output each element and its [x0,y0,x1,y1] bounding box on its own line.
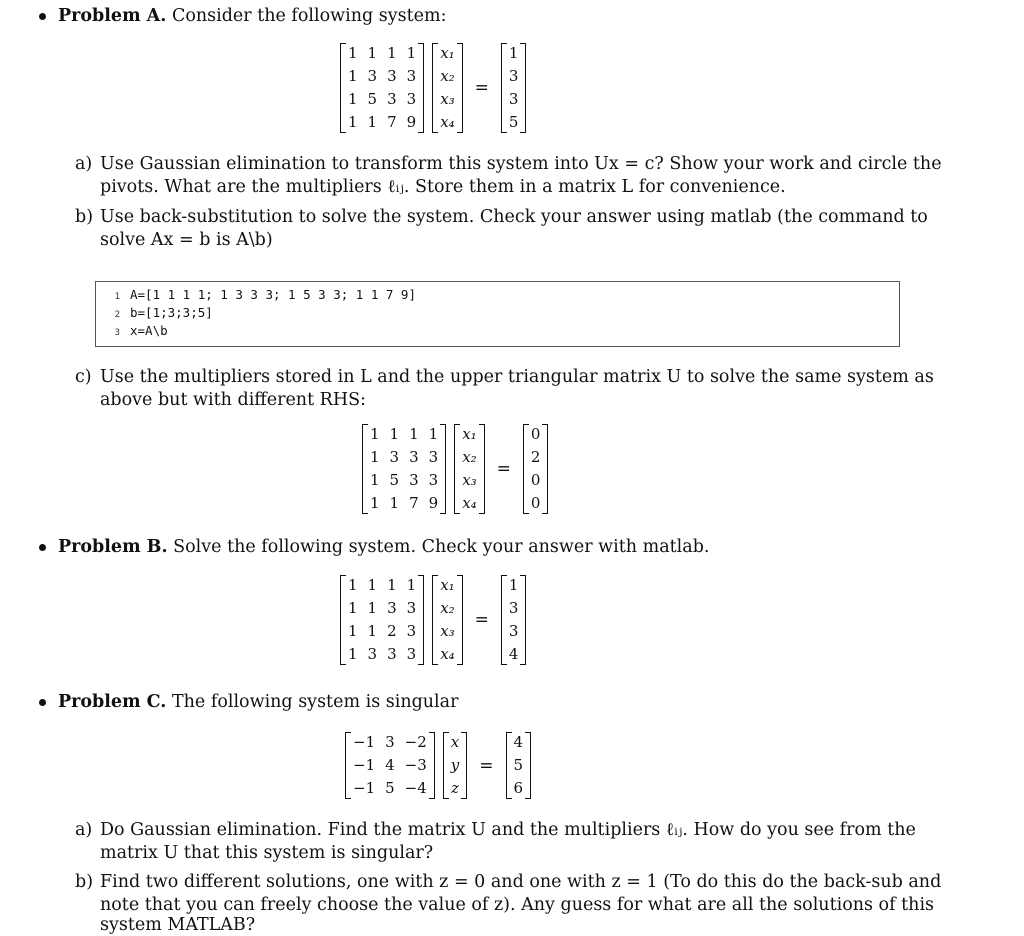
problem-c-part-b-line3: system MATLAB? [100,915,256,935]
vector-entry: x₁ [440,576,455,594]
matrix-cell: −1 [353,733,376,751]
matrix-cell: 1 [348,44,358,62]
matrix-cell: 1 [370,425,380,443]
matrix-cell: −4 [404,779,427,797]
vector-entry: 0 [530,425,541,443]
matrix-cell: 5 [389,471,400,489]
matrix-cell: 1 [389,494,400,512]
rhs-vector [523,424,549,514]
problem-c-title: Problem C. [58,692,167,712]
problem-c-heading [58,691,458,713]
vector-entry: x [450,733,460,751]
matrix-cell: 3 [406,645,417,663]
vector-entry: x₄ [462,494,477,512]
matrix-cell: 7 [387,113,397,131]
matlab-code-box [95,281,900,347]
vector-entry: x₄ [440,645,455,663]
matrix-cell: 9 [428,494,439,512]
problem-c-intro: The following system is singular [171,692,459,712]
vector-entry: x₂ [440,599,455,617]
vector-entry: 2 [530,448,541,466]
matrix-cell: 1 [348,599,358,617]
matrix-cell: 3 [367,645,378,663]
equals-sign: = [479,755,494,776]
matrix-cell: 1 [370,494,380,512]
bullet-problem-b [39,544,46,551]
problem-c-part-b-line2: note that you can freely choose the value of z). Any guess for what are all the solutions of this [100,895,935,915]
matrix-cell: 3 [406,622,417,640]
matrix-cell: 1 [428,425,439,443]
vector-entry: x₃ [440,622,455,640]
matrix-cell: 3 [406,90,417,108]
matrix-cell: 3 [387,90,397,108]
problem-c-part-a-label: a) [75,820,93,840]
matrix-cell: 1 [348,576,358,594]
part-c-text-line2: above but with different RHS: [100,390,366,410]
matrix-cell: 1 [367,622,378,640]
matrix-cell: 1 [367,44,378,62]
vector-entry: 4 [508,645,519,663]
matrix-cell: −2 [404,733,427,751]
vector-entry: 3 [508,599,519,617]
vector-entry: 6 [513,779,524,797]
code-line-number: 3 [114,328,120,338]
matrix-cell: 1 [409,425,419,443]
code-line-number: 2 [114,310,120,320]
part-a-label: a) [75,154,93,174]
problem-a-equation [340,43,526,133]
rhs-vector [501,43,527,133]
vector-entry: x₃ [462,471,477,489]
vector-entry: 3 [508,622,519,640]
matrix-cell: −1 [353,779,376,797]
matrix-cell: 1 [348,90,358,108]
matrix-cell: 4 [385,756,395,774]
part-c-text-line1: Use the multipliers stored in L and the upper triangular matrix U to solve the same system as [100,367,934,387]
matrix-cell: 1 [348,645,358,663]
matrix-cell: 1 [348,622,358,640]
vector-entry: 5 [513,756,524,774]
matrix-cell: 3 [409,448,419,466]
equals-sign: = [474,78,489,98]
matrix-cell: 1 [348,67,358,85]
matrix-cell: 3 [428,448,439,466]
matrix-cell: 1 [387,44,397,62]
variable-vector [454,424,484,514]
vector-entry: 5 [508,113,519,131]
part-b-label: b) [75,207,94,227]
matrix-cell: 1 [406,576,417,594]
matrix-cell: 3 [406,67,417,85]
part-c-label: c) [75,367,92,387]
vector-entry: 1 [508,576,519,594]
variable-vector [432,43,462,133]
matrix-cell: 1 [370,471,380,489]
vector-entry: 0 [530,471,541,489]
problem-b-equation [340,575,526,665]
vector-entry: 3 [508,90,519,108]
vector-entry: y [450,756,460,774]
vector-entry: 3 [508,67,519,85]
matrix-cell: −1 [353,756,376,774]
code-text: x=A\b [130,323,168,338]
matrix-cell: 3 [387,645,397,663]
bullet-problem-c [39,699,46,706]
matrix-cell: 9 [406,113,417,131]
matrix-cell: 5 [385,779,395,797]
problem-a-heading [58,5,447,27]
matrix-cell: 1 [389,425,400,443]
matrix-cell: 3 [385,733,395,751]
code-line [96,321,168,343]
vector-entry: x₂ [440,67,455,85]
matrix-cell: 7 [409,494,419,512]
matrix-cell: 3 [389,448,400,466]
vector-entry: x₄ [440,113,455,131]
problem-c-part-a-line1: Do Gaussian elimination. Find the matrix U and the multipliers ℓᵢⱼ. How do you see from the [100,820,916,840]
problem-b-title: Problem B. [58,537,168,557]
part-a-text-line1: Use Gaussian elimination to transform this system into Ux = c? Show your work and circle the [100,154,942,174]
part-a-text-line2: pivots. What are the multipliers ℓᵢⱼ. Store them in a matrix L for convenience. [100,177,786,197]
code-text: A=[1 1 1 1; 1 3 3 3; 1 5 3 3; 1 1 7 9] [130,287,416,302]
vector-entry: x₁ [440,44,455,62]
matrix-cell: 3 [387,67,397,85]
matrix-cell: 1 [367,576,378,594]
rhs-vector [506,732,532,799]
coefficient-matrix [340,43,424,133]
problem-c-equation [345,732,531,799]
vector-entry: 0 [530,494,541,512]
vector-entry: 1 [508,44,519,62]
problem-c-part-b-label: b) [75,872,94,892]
matrix-cell: 3 [387,599,397,617]
matrix-cell: 1 [387,576,397,594]
matrix-cell: 3 [406,599,417,617]
matrix-cell: 3 [367,67,378,85]
vector-entry: x₂ [462,448,477,466]
matrix-cell: −3 [404,756,427,774]
coefficient-matrix [340,575,424,665]
coefficient-matrix [345,732,435,799]
part-b-text-line2: solve Ax = b is A\b) [100,230,273,250]
variable-vector [443,732,467,799]
matrix-cell: 2 [387,622,397,640]
problem-c-part-b-line1: Find two different solutions, one with z = 0 and one with z = 1 (To do this do the back-sub and [100,872,942,892]
coefficient-matrix [362,424,446,514]
part-c-equation [362,424,548,514]
matrix-cell: 3 [409,471,419,489]
problem-a-intro: Consider the following system: [171,6,447,26]
matrix-cell: 1 [406,44,417,62]
vector-entry: x₃ [440,90,455,108]
matrix-cell: 5 [367,90,378,108]
bullet-problem-a [39,13,46,20]
problem-b-intro: Solve the following system. Check your answer with matlab. [173,537,710,557]
vector-entry: x₁ [462,425,477,443]
part-b-text-line1: Use back-substitution to solve the system. Check your answer using matlab (the command to [100,207,928,227]
problem-c-part-a-line2: matrix U that this system is singular? [100,843,434,863]
matrix-cell: 1 [367,599,378,617]
problem-b-heading [58,536,709,558]
code-text: b=[1;3;3;5] [130,305,213,320]
matrix-cell: 3 [428,471,439,489]
equals-sign: = [496,459,511,479]
matrix-cell: 1 [370,448,380,466]
matrix-cell: 1 [367,113,378,131]
vector-entry: 4 [513,733,524,751]
problem-a-title: Problem A. [58,6,167,26]
variable-vector [432,575,462,665]
vector-entry: z [451,779,459,797]
code-line-number: 1 [114,292,120,302]
matrix-cell: 1 [348,113,358,131]
equals-sign: = [474,610,489,630]
rhs-vector [501,575,527,665]
